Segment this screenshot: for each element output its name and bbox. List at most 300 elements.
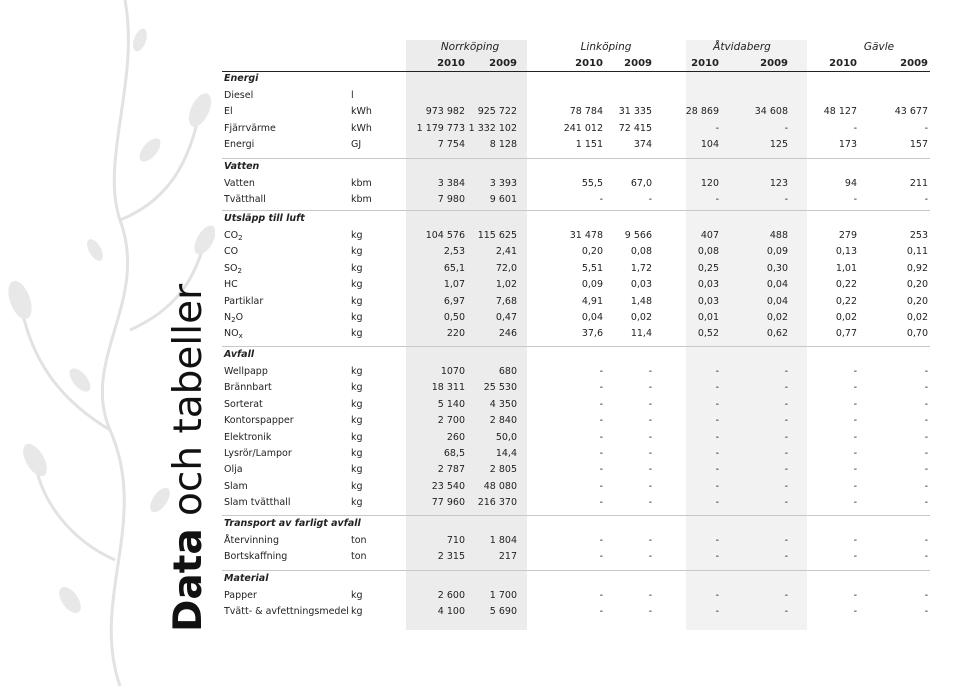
cell-value: -	[924, 366, 928, 377]
cell-value: 68,5	[443, 448, 465, 459]
cell-value: -	[853, 448, 857, 459]
cell-value: -	[924, 122, 928, 134]
row-unit: kg	[351, 606, 363, 618]
cell-value: 1,72	[630, 262, 652, 274]
row-label: Olja	[224, 464, 243, 476]
cell-value: 5 140	[437, 398, 465, 410]
cell-value: -	[648, 497, 652, 509]
city-header: Linköping	[580, 41, 632, 53]
table-row	[0, 398, 959, 412]
row-unit: GJ	[351, 139, 362, 151]
cell-value: 1 332 102	[468, 122, 517, 134]
row-unit: kg	[351, 590, 363, 601]
row-unit: kg	[351, 262, 363, 274]
table-row	[0, 229, 959, 243]
label-subscript: 2	[231, 316, 236, 324]
cell-value: -	[853, 535, 857, 546]
cell-value: -	[924, 448, 928, 459]
cell-value: -	[715, 497, 719, 509]
cell-value: -	[715, 480, 719, 492]
cell-value: -	[853, 431, 857, 443]
cell-value: 3 393	[489, 178, 517, 189]
cell-value: 216 370	[477, 497, 517, 509]
table-row	[0, 295, 959, 309]
cell-value: 925 722	[477, 106, 517, 118]
row-unit: kg	[351, 312, 363, 323]
cell-value: 0,04	[766, 279, 788, 291]
row-label: Återvinning	[224, 535, 279, 546]
year-header: 2010	[829, 58, 857, 69]
cell-value: 115 625	[477, 230, 517, 241]
cell-value: -	[599, 398, 603, 410]
cell-value: 43 677	[894, 106, 928, 118]
cell-value: 2 787	[437, 464, 465, 476]
cell-value: -	[784, 480, 788, 492]
row-label: Energi	[224, 139, 255, 151]
row-label: Sorterat	[224, 398, 263, 410]
cell-value: 7 980	[437, 194, 465, 206]
cell-value: 14,4	[495, 448, 517, 459]
cell-value: 0,30	[766, 262, 788, 274]
cell-value: -	[853, 398, 857, 410]
cell-value: 1,02	[495, 279, 517, 291]
cell-value: 0,02	[906, 312, 928, 323]
row-unit: kg	[351, 415, 363, 427]
cell-value: -	[924, 497, 928, 509]
cell-value: 78 784	[569, 106, 603, 118]
year-header: 2009	[624, 58, 652, 69]
cell-value: 0,04	[766, 295, 788, 307]
cell-value: -	[599, 464, 603, 476]
cell-value: 680	[498, 366, 517, 377]
cell-value: -	[924, 382, 928, 394]
cell-value: 120	[700, 178, 719, 189]
table-row	[0, 138, 959, 152]
table-row	[0, 311, 959, 325]
cell-value: 1070	[440, 366, 465, 377]
cell-value: 0,13	[835, 246, 857, 258]
table-row	[0, 89, 959, 103]
cell-value: 123	[769, 178, 788, 189]
side-title-bold: Data	[166, 528, 211, 632]
table-row	[0, 365, 959, 379]
cell-value: -	[715, 590, 719, 601]
cell-value: 25 530	[483, 382, 517, 394]
cell-value: 31 335	[618, 106, 652, 118]
cell-value: -	[784, 431, 788, 443]
cell-value: -	[784, 590, 788, 601]
cell-value: 104 576	[425, 230, 465, 241]
cell-value: -	[853, 497, 857, 509]
cell-value: -	[715, 448, 719, 459]
row-unit: kbm	[351, 178, 372, 189]
cell-value: -	[924, 415, 928, 427]
cell-value: 0,20	[581, 246, 603, 258]
table-row	[0, 589, 959, 603]
table-row	[0, 122, 959, 136]
cell-value: 77 960	[431, 497, 465, 509]
cell-value: 1,01	[835, 262, 857, 274]
row-label: Tvätthall	[224, 194, 266, 206]
table-row	[0, 327, 959, 341]
row-unit: kg	[351, 328, 363, 340]
label-subscript: 2	[238, 234, 243, 242]
cell-value: -	[648, 382, 652, 394]
cell-value: 220	[446, 328, 465, 340]
cell-value: 0,04	[581, 312, 603, 323]
cell-value: -	[715, 606, 719, 618]
cell-value: 1,07	[443, 279, 465, 291]
cell-value: 0,03	[697, 295, 719, 307]
row-unit: kbm	[351, 194, 372, 206]
cell-value: -	[924, 194, 928, 206]
cell-value: -	[784, 194, 788, 206]
row-label: Tvätt- & avfettningsmedel	[224, 606, 349, 618]
section-title: Utsläpp till luft	[224, 213, 305, 224]
row-unit: kg	[351, 497, 363, 509]
year-header: 2009	[760, 58, 788, 69]
cell-value: 5,51	[581, 262, 603, 274]
row-unit: kg	[351, 246, 363, 258]
cell-value: 9 601	[489, 194, 517, 206]
year-header: 2010	[437, 58, 465, 69]
cell-value: -	[599, 194, 603, 206]
cell-value: -	[924, 551, 928, 563]
cell-value: 1,48	[630, 295, 652, 307]
cell-value: -	[715, 398, 719, 410]
year-header: 2010	[575, 58, 603, 69]
cell-value: 0,22	[835, 279, 857, 291]
cell-value: 0,09	[766, 246, 788, 258]
cell-value: 0,01	[697, 312, 719, 323]
cell-value: -	[599, 382, 603, 394]
section-title: Avfall	[224, 349, 255, 360]
row-label: Bortskaffning	[224, 551, 288, 563]
cell-value: 7,68	[495, 295, 517, 307]
cell-value: -	[924, 535, 928, 546]
cell-value: 1 700	[489, 590, 517, 601]
table-row	[0, 534, 959, 548]
row-label: Elektronik	[224, 431, 272, 443]
cell-value: 2,53	[443, 246, 465, 258]
cell-value: -	[648, 398, 652, 410]
table-row	[0, 193, 959, 207]
table-row	[0, 550, 959, 564]
cell-value: 28 869	[685, 106, 719, 118]
cell-value: -	[715, 194, 719, 206]
cell-value: -	[648, 551, 652, 563]
cell-value: 4 350	[489, 398, 517, 410]
row-unit: kg	[351, 279, 363, 291]
cell-value: 8 128	[489, 139, 517, 151]
row-label: CO	[224, 246, 239, 258]
cell-value: 0,02	[835, 312, 857, 323]
cell-value: -	[648, 590, 652, 601]
cell-value: -	[599, 590, 603, 601]
row-label: Slam tvätthall	[224, 497, 291, 509]
year-header: 2010	[691, 58, 719, 69]
cell-value: 67,0	[630, 178, 652, 189]
cell-value: 31 478	[569, 230, 603, 241]
table-row	[0, 605, 959, 619]
label-subscript: 2	[237, 266, 242, 275]
row-unit: kg	[351, 464, 363, 476]
cell-value: 7 754	[437, 139, 465, 151]
cell-value: 0,77	[835, 328, 857, 340]
cell-value: 2,41	[495, 246, 517, 258]
cell-value: 2 840	[489, 415, 517, 427]
cell-value: 0,02	[630, 312, 652, 323]
cell-value: -	[599, 415, 603, 427]
cell-value: 2 700	[437, 415, 465, 427]
cell-value: 48 127	[823, 106, 857, 118]
cell-value: 6,97	[443, 295, 465, 307]
row-unit: kWh	[351, 106, 372, 118]
cell-value: -	[648, 480, 652, 492]
label-subscript: x	[238, 332, 243, 341]
cell-value: 253	[909, 230, 928, 241]
cell-value: -	[599, 606, 603, 618]
cell-value: 50,0	[495, 431, 517, 443]
cell-value: 1 151	[575, 139, 603, 151]
cell-value: 0,92	[906, 262, 928, 274]
section-title: Energi	[224, 73, 259, 84]
cell-value: -	[715, 122, 719, 134]
cell-value: -	[599, 535, 603, 546]
cell-value: -	[648, 194, 652, 206]
cell-value: 217	[498, 551, 517, 563]
table-row	[0, 480, 959, 494]
row-unit: kWh	[351, 122, 372, 134]
side-title-rest: och tabeller	[166, 283, 211, 516]
cell-value: -	[648, 448, 652, 459]
cell-value: -	[784, 464, 788, 476]
cell-value: 157	[909, 139, 928, 151]
header-rule	[222, 71, 930, 72]
row-label: Slam	[224, 480, 248, 492]
cell-value: -	[648, 606, 652, 618]
cell-value: 48 080	[483, 480, 517, 492]
cell-value: 0,03	[697, 279, 719, 291]
table-row	[0, 463, 959, 477]
cell-value: -	[599, 551, 603, 563]
table-row	[0, 262, 959, 276]
cell-value: -	[784, 366, 788, 377]
row-unit: kg	[351, 366, 363, 377]
cell-value: 0,20	[906, 295, 928, 307]
row-label: $CO_2$	[224, 230, 243, 242]
cell-value: -	[784, 551, 788, 563]
row-unit: kg	[351, 398, 363, 410]
city-header: Gävle	[863, 41, 895, 53]
cell-value: -	[853, 480, 857, 492]
cell-value: 0,08	[630, 246, 652, 258]
cell-value: -	[853, 382, 857, 394]
cell-value: 0,22	[835, 295, 857, 307]
cell-value: 55,5	[581, 178, 603, 189]
cell-value: -	[648, 431, 652, 443]
table-row	[0, 431, 959, 445]
cell-value: -	[784, 398, 788, 410]
cell-value: -	[784, 415, 788, 427]
cell-value: -	[853, 415, 857, 427]
cell-value: 0,08	[697, 246, 719, 258]
cell-value: 211	[909, 178, 928, 189]
year-header: 2009	[900, 58, 928, 69]
table-row	[0, 414, 959, 428]
section-title: Material	[224, 573, 269, 584]
cell-value: -	[599, 366, 603, 377]
row-label: Diesel	[224, 90, 254, 101]
cell-value: -	[648, 415, 652, 427]
cell-value: -	[599, 448, 603, 459]
cell-value: -	[715, 464, 719, 476]
table-row	[0, 177, 959, 191]
cell-value: 94	[844, 178, 857, 189]
cell-value: 0,70	[906, 328, 928, 340]
cell-value: -	[784, 382, 788, 394]
section-divider	[222, 210, 930, 211]
cell-value: 9 566	[624, 230, 652, 241]
cell-value: 34 608	[754, 106, 788, 118]
year-header: 2009	[489, 58, 517, 69]
table-row	[0, 447, 959, 461]
row-label: Papper	[224, 590, 257, 601]
cell-value: -	[715, 535, 719, 546]
cell-value: 0,09	[581, 279, 603, 291]
cell-value: 125	[769, 139, 788, 151]
cell-value: 0,11	[906, 246, 928, 258]
cell-value: -	[924, 606, 928, 618]
cell-value: -	[924, 431, 928, 443]
cell-value: 65,1	[443, 262, 465, 274]
row-label: Partiklar	[224, 295, 264, 307]
cell-value: -	[715, 551, 719, 563]
cell-value: -	[715, 366, 719, 377]
city-header: Norrköping	[440, 41, 500, 53]
cell-value: -	[784, 497, 788, 509]
section-divider	[222, 515, 930, 516]
cell-value: 2 805	[489, 464, 517, 476]
table-row	[0, 496, 959, 510]
cell-value: -	[853, 590, 857, 601]
cell-value: -	[599, 431, 603, 443]
table-row	[0, 381, 959, 395]
cell-value: 37,6	[581, 328, 603, 340]
cell-value: 0,20	[906, 279, 928, 291]
cell-value: 5 690	[489, 606, 517, 618]
row-label: Lysrör/Lampor	[224, 448, 292, 459]
row-unit: kg	[351, 431, 363, 443]
section-divider	[222, 346, 930, 347]
cell-value: 0,02	[766, 312, 788, 323]
cell-value: -	[853, 366, 857, 377]
cell-value: 0,62	[766, 328, 788, 340]
row-label: Brännbart	[224, 382, 272, 394]
cell-value: -	[784, 535, 788, 546]
cell-value: 710	[446, 535, 465, 546]
row-unit: kg	[351, 295, 363, 307]
cell-value: -	[599, 497, 603, 509]
cell-value: -	[648, 464, 652, 476]
cell-value: 11,4	[630, 328, 652, 340]
section-title: Vatten	[224, 161, 260, 172]
cell-value: 4 100	[437, 606, 465, 618]
row-label: Fjärrvärme	[224, 122, 276, 134]
cell-value: 241 012	[563, 122, 603, 134]
table-row	[0, 245, 959, 259]
row-unit: ton	[351, 551, 367, 563]
cell-value: -	[853, 122, 857, 134]
cell-value: 246	[498, 328, 517, 340]
row-unit: kg	[351, 230, 363, 241]
cell-value: 72 415	[618, 122, 652, 134]
row-label: $N_2O$	[224, 312, 244, 324]
row-unit: ton	[351, 535, 367, 546]
cell-value: 407	[700, 230, 719, 241]
cell-value: 488	[769, 230, 788, 241]
cell-value: 23 540	[431, 480, 465, 492]
cell-value: -	[715, 431, 719, 443]
cell-value: -	[853, 194, 857, 206]
cell-value: -	[853, 551, 857, 563]
cell-value: 0,03	[630, 279, 652, 291]
cell-value: 173	[838, 139, 857, 151]
cell-value: 0,47	[495, 312, 517, 323]
table-row	[0, 105, 959, 119]
row-unit: kg	[351, 448, 363, 459]
row-label: El	[224, 106, 233, 118]
cell-value: 279	[838, 230, 857, 241]
cell-value: 2 600	[437, 590, 465, 601]
row-unit: kg	[351, 382, 363, 394]
row-unit: l	[351, 90, 354, 101]
cell-value: 0,25	[697, 262, 719, 274]
cell-value: -	[784, 122, 788, 134]
city-header: Åtvidaberg	[713, 41, 771, 53]
cell-value: 104	[700, 139, 719, 151]
cell-value: 260	[446, 431, 465, 443]
section-divider	[222, 570, 930, 571]
row-label: $SO_2$	[224, 262, 242, 275]
cell-value: 72,0	[495, 262, 517, 274]
cell-value: -	[648, 535, 652, 546]
row-label: Wellpapp	[224, 366, 268, 377]
row-label: Vatten	[224, 178, 255, 189]
cell-value: 0,52	[697, 328, 719, 340]
cell-value: -	[853, 464, 857, 476]
cell-value: 973 982	[425, 106, 465, 118]
cell-value: -	[648, 366, 652, 377]
cell-value: -	[599, 480, 603, 492]
cell-value: 4,91	[581, 295, 603, 307]
row-label: Kontorspapper	[224, 415, 294, 427]
cell-value: 3 384	[437, 178, 465, 189]
cell-value: 1 179 773	[416, 122, 465, 134]
cell-value: -	[924, 398, 928, 410]
row-label: HC	[224, 279, 238, 291]
cell-value: -	[924, 480, 928, 492]
cell-value: 1 804	[489, 535, 517, 546]
cell-value: -	[715, 415, 719, 427]
cell-value: -	[784, 448, 788, 459]
cell-value: -	[715, 382, 719, 394]
cell-value: 374	[633, 139, 652, 151]
section-divider	[222, 158, 930, 159]
cell-value: 2 315	[437, 551, 465, 563]
section-title: Transport av farligt avfall	[224, 518, 361, 529]
row-label: $NO_x$	[224, 328, 243, 341]
